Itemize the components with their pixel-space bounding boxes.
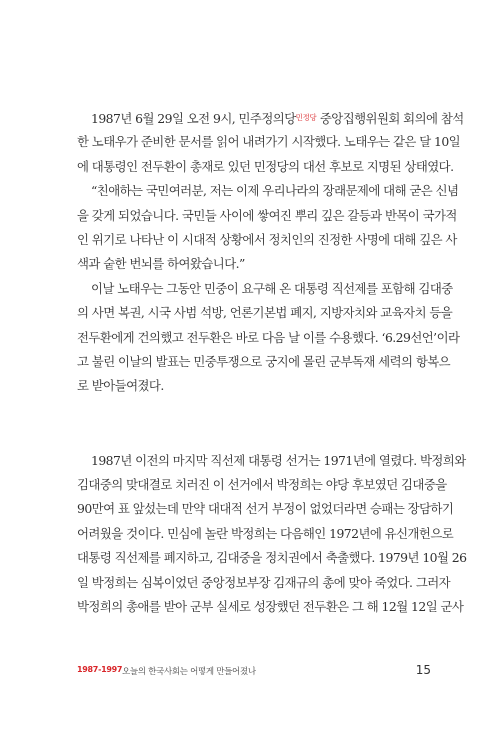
paragraph-line: 로 받아들여졌다.: [77, 378, 164, 394]
paragraph-line: 김대중의 맞대결로 치러진 이 선거에서 박정희는 야당 후보였던 김대중을: [77, 477, 447, 493]
paragraph-line: 대통령 직선제를 폐지하고, 김대중을 정치권에서 축출했다. 1979년 10월 26: [77, 550, 467, 566]
paragraph-line: 박정희의 총애를 받아 군부 실세로 성장했던 전두환은 그 해 12월 12일 군사: [77, 599, 464, 615]
quote-line: 인 위기로 나타난 이 시대적 상황에서 정치인의 진정한 사명에 대해 깊은 사: [77, 231, 457, 247]
annotation-minjeongdang: 민정당: [295, 113, 317, 122]
section-gap: [77, 399, 431, 449]
quote-line: “친애하는 국민여러분, 저는 이제 우리나라의 장래문제에 대해 굳은 신념: [91, 183, 459, 199]
text-segment: 1987년 6월 29일 오전 9시, 민주정의당: [91, 111, 296, 126]
quote-line: 을 갖게 되었습니다. 국민들 사이에 쌓여진 뿌리 깊은 갈등과 반목이 국가적: [77, 207, 457, 223]
paragraph-line: 이날 노태우는 그동안 민중이 요구해 온 대통령 직선제를 포함해 김대중: [91, 280, 453, 296]
paragraph-line: 일 박정희는 심복이었던 중앙정보부장 김재규의 총에 맞아 죽었다. 그러자: [77, 574, 451, 590]
paragraph-line: 고 불린 이날의 발표는 민중투쟁으로 궁지에 몰린 군부독재 세력의 항복으: [77, 353, 451, 369]
paragraph-line: 1987년 이전의 마지막 직선제 대통령 선거는 1971년에 열렸다. 박정희와: [91, 452, 466, 468]
footer-book-title: 오늘의 한국사회는 어떻게 만들어졌나: [122, 667, 256, 677]
paragraph-line: [77, 106, 464, 130]
paragraph-line: 한 노태우가 준비한 문서를 읽어 내려가기 시작했다. 노태우는 같은 달 10일: [77, 134, 461, 150]
page-number: 15: [415, 663, 431, 677]
paragraph-line: 90만여 표 앞섰는데 만약 대대적 선거 부정이 없었더라면 승패는 장담하기: [77, 501, 454, 517]
body-text: [77, 106, 467, 619]
paragraph-line: 의 사면 복권, 시국 사범 석방, 언론기본법 폐지, 지방자치와 교육자치 등을: [77, 305, 453, 321]
quote-line: 색과 숱한 번뇌를 하여왔습니다.”: [77, 256, 245, 272]
text-segment: 중앙집행위원회 회의에 참석: [316, 111, 464, 126]
footer-years: 1987-1997: [77, 665, 123, 674]
paragraph-line: 에 대통령인 전두환이 총재로 있던 민정당의 대선 후보로 지명된 상태였다.: [77, 158, 454, 174]
paragraph-line: 어려웠을 것이다. 민심에 놀란 박정희는 다음해인 1972년에 유신개헌으로: [77, 525, 454, 541]
paragraph-line: 전두환에게 건의했고 전두환은 바로 다음 날 이를 수용했다. ‘6.29선언’이라: [77, 329, 460, 345]
page-footer: [77, 663, 431, 679]
